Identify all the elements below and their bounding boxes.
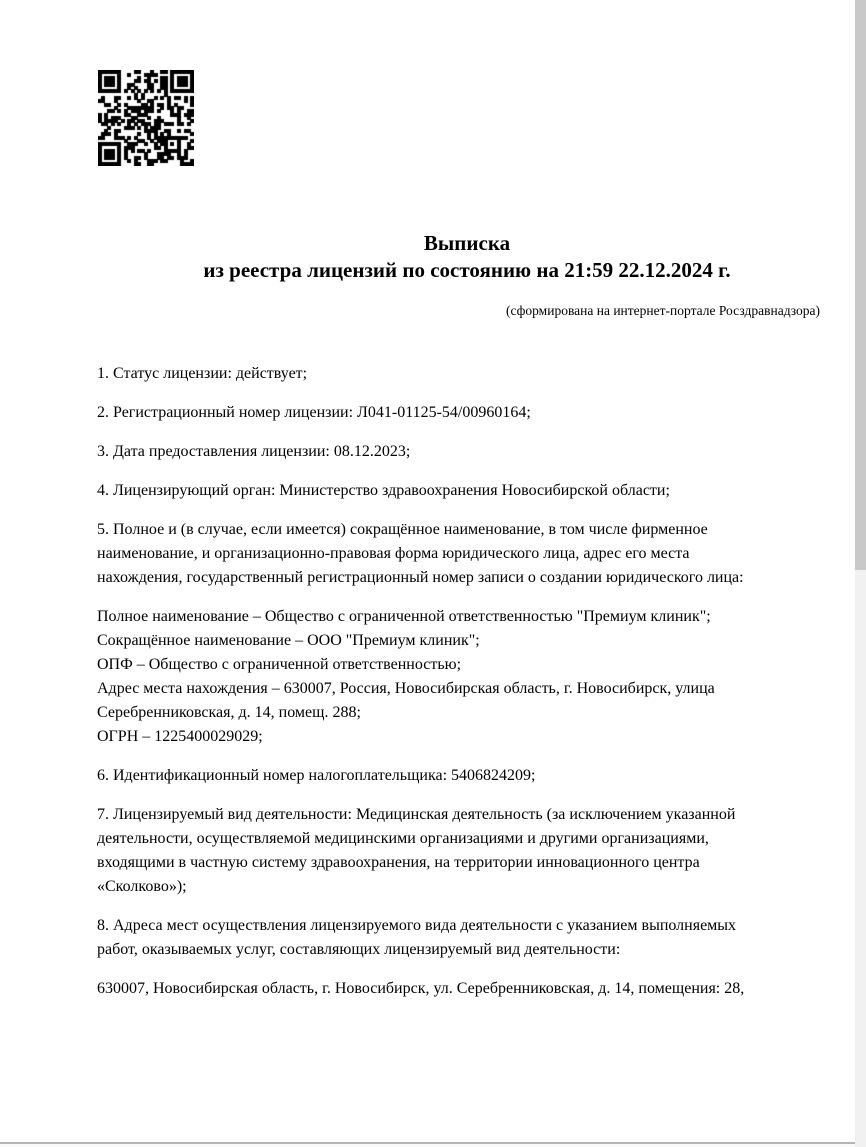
text-line: Адрес места нахождения – 630007, Россия, Новосибирская область, г. Новосибирск, улица bbox=[97, 680, 715, 697]
text-line: Серебренниковская, д. 14, помещ. 288; bbox=[97, 704, 361, 721]
document-body bbox=[97, 362, 842, 1016]
scrollbar-thumb[interactable] bbox=[855, 0, 866, 570]
title-line-2: из реестра лицензий по состоянию на 21:59 22.12.2024 г. bbox=[203, 258, 731, 282]
paragraph bbox=[97, 605, 842, 749]
text-line: Сокращённое наименование – ООО "Премиум клиник"; bbox=[97, 632, 480, 649]
paragraph bbox=[97, 401, 842, 425]
text-line: «Сколково»); bbox=[97, 878, 187, 895]
paragraph bbox=[97, 977, 842, 1001]
text-line: 6. Идентификационный номер налогоплательщика: 5406824209; bbox=[97, 767, 536, 784]
document-title bbox=[97, 230, 837, 284]
text-line: 630007, Новосибирская область, г. Новосибирск, ул. Серебренниковская, д. 14, помещения: 28, bbox=[97, 980, 745, 997]
paragraph bbox=[97, 803, 842, 899]
paragraph bbox=[97, 362, 842, 386]
paragraph bbox=[97, 764, 842, 788]
text-line: 1. Статус лицензии: действует; bbox=[97, 365, 308, 382]
paragraph bbox=[97, 518, 842, 590]
text-line: 4. Лицензирующий орган: Министерство здравоохранения Новосибирской области; bbox=[97, 482, 670, 499]
paragraph bbox=[97, 914, 842, 962]
paragraph bbox=[97, 479, 842, 503]
text-line: деятельности, осуществляемой медицинскими организациями и другими организациями, bbox=[97, 830, 709, 847]
paragraph bbox=[97, 440, 842, 464]
text-line: нахождения, государственный регистрационный номер записи о создании юридического лица: bbox=[97, 569, 744, 586]
text-line: 2. Регистрационный номер лицензии: Л041-01125-54/00960164; bbox=[97, 404, 531, 421]
text-line: 8. Адреса мест осуществления лицензируемого вида деятельности с указанием выполняемых bbox=[97, 917, 737, 934]
vertical-scrollbar[interactable] bbox=[855, 0, 866, 1147]
text-line: ОПФ – Общество с ограниченной ответственностью; bbox=[97, 656, 462, 673]
text-line: наименование, и организационно-правовая форма юридического лица, адрес его места bbox=[97, 545, 690, 562]
qr-code-icon bbox=[98, 70, 194, 166]
text-line: входящими в частную систему здравоохранения, на территории инновационного центра bbox=[97, 854, 700, 871]
text-line: 3. Дата предоставления лицензии: 08.12.2023; bbox=[97, 443, 411, 460]
text-line: 5. Полное и (в случае, если имеется) сокращённое наименование, в том числе фирменное bbox=[97, 521, 708, 538]
text-line: ОГРН – 1225400029029; bbox=[97, 728, 263, 745]
text-line: работ, оказываемых услуг, составляющих лицензируемый вид деятельности: bbox=[97, 941, 621, 958]
text-line: 7. Лицензируемый вид деятельности: Медицинская деятельность (за исключением указанной bbox=[97, 806, 736, 823]
formation-note: (сформирована на интернет-портале Росздравнадзора) bbox=[505, 303, 820, 318]
text-line: Полное наименование – Общество с ограниченной ответственностью "Премиум клиник"; bbox=[97, 608, 711, 625]
title-line-1: Выписка bbox=[423, 231, 511, 255]
